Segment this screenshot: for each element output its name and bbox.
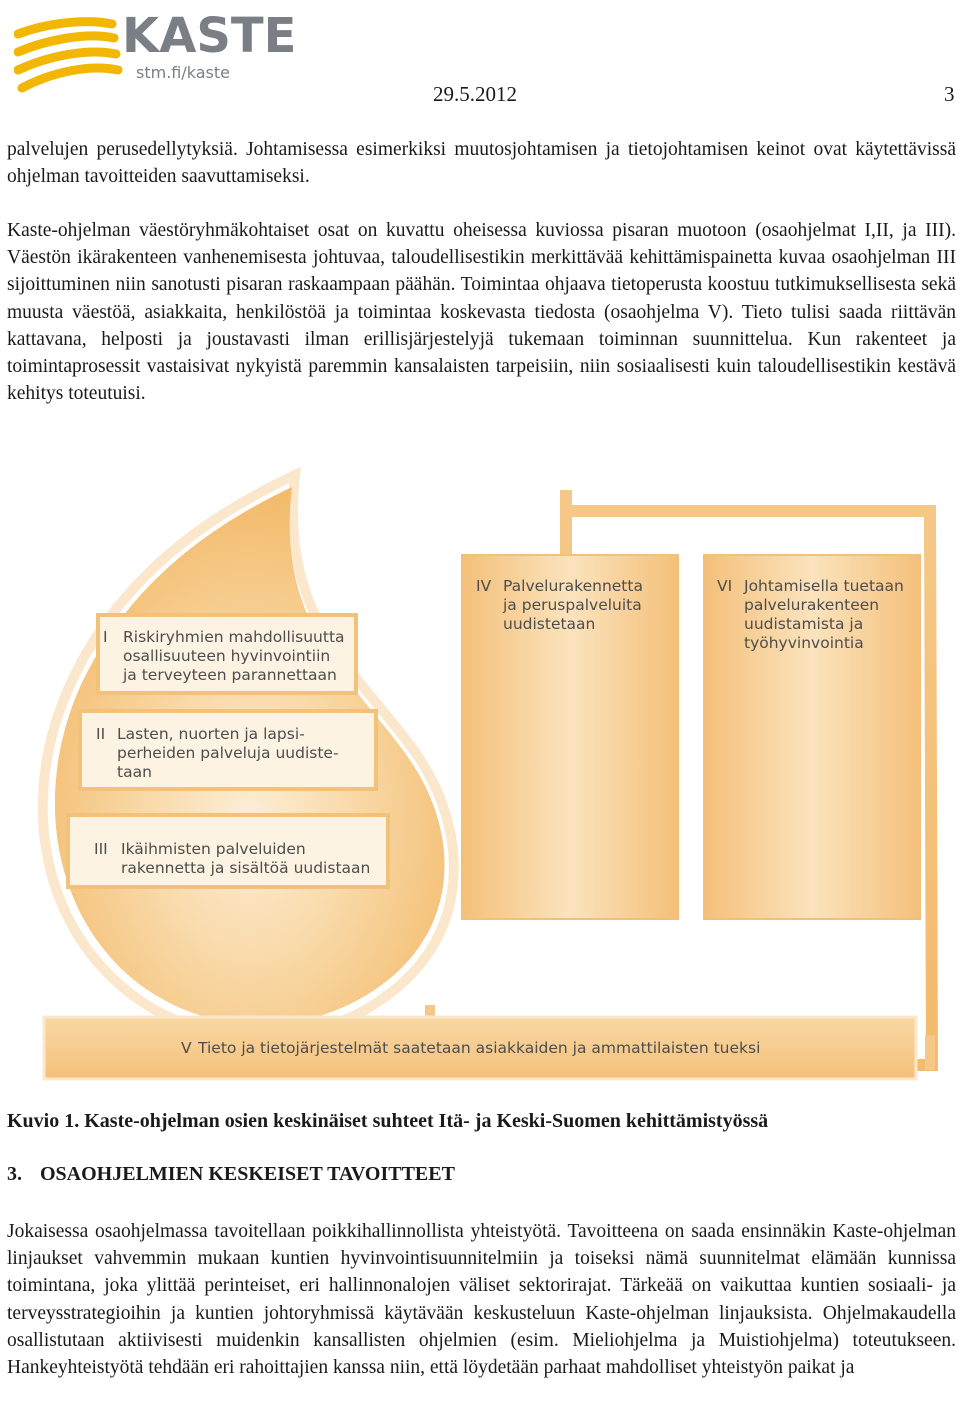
box-iii-line-1: Ikäihmisten palveluiden: [121, 840, 306, 858]
header-date: 29.5.2012: [433, 82, 517, 106]
logo-stripes-icon: [18, 22, 118, 88]
logo-wordmark: KASTE: [122, 8, 297, 64]
box-i-line-2: osallisuuteen hyvinvointiin: [123, 647, 331, 665]
box-ii-numeral: II: [96, 725, 106, 743]
section-number: 3.: [7, 1163, 22, 1185]
pillar-vi-line-1: Johtamisella tuetaan: [744, 577, 904, 595]
pillar-iv-numeral: IV: [476, 577, 492, 595]
pillar-iv-line-3: uudistetaan: [503, 615, 596, 633]
box-ii-line-2: perheiden palveluja uudiste-: [117, 744, 339, 762]
figure-caption: Kuvio 1. Kaste-ohjelman osien keskinäiset suhteet Itä- ja Keski-Suomen kehittämistyössä: [7, 1110, 769, 1132]
paragraph-2: Kaste-ohjelman väestöryhmäkohtaiset osat on kuvattu oheisessa kuviossa pisaran muotoon (osaohjelmat I,II, ja III). Väestön ikärakenteen vanhenemisesta johtuvaa, taloudellisestikin merkittävää kehittämispainetta kuvaa osaohjelman III sijoittuminen niin sanotusti pisaran raskaampaan päähän. Toimintaa ohjaava tietoperusta koostuu tutkimuksellisesta sekä muusta väestöä, asiakkaita, henkilöstöä ja toimintaa koskevasta tiedosta (osaohjelma V). Tieto tulisi saada riittävän kattavana, helposti ja joustavasti ilman erillisjärjestelyjä tukemaan toiminnan suunnittelua. Kun rakenteet ja toimintaprosessit vastaisivat nykyistä paremmin kansalaisten tarpeisiin, niin sosiaalisesti kuin taloudellisestikin kestävä kehitys toteutuisi.: [7, 220, 956, 405]
page-number: 3: [944, 82, 955, 106]
pillar-vi-numeral: VI: [717, 577, 733, 595]
section-title: OSAOHJELMIEN KESKEISET TAVOITTEET: [40, 1163, 455, 1185]
paragraph-1: palvelujen perusedellytyksiä. Johtamisessa esimerkiksi muutosjohtamisen ja tietojohtamisen keinot ovat käytettävissä ohjelman tavoitteiden saavuttamiseksi.: [7, 139, 956, 188]
box-i-numeral: I: [103, 628, 108, 646]
section-heading: [7, 1163, 455, 1186]
pillar-vi-line-3: uudistamista ja: [744, 615, 864, 633]
box-i-line-1: Riskiryhmien mahdollisuutta: [123, 628, 345, 646]
box-i-line-3: ja terveyteen parannettaan: [123, 666, 337, 684]
bar-v-numeral: V: [181, 1039, 192, 1057]
bar-v-text: Tieto ja tietojärjestelmät saatetaan asiakkaiden ja ammattilaisten tueksi: [198, 1039, 761, 1057]
kaste-logo: [14, 6, 314, 94]
pillar-iv-line-2: ja peruspalveluita: [503, 596, 642, 614]
box-iii-numeral: III: [94, 840, 108, 858]
logo-url: stm.fi/kaste: [136, 63, 230, 82]
pillar-iv-line-1: Palvelurakennetta: [503, 577, 643, 595]
box-ii-line-3: taan: [117, 763, 152, 781]
box-iii-line-2: rakennetta ja sisältöä uudistaan: [121, 859, 371, 877]
box-ii-line-1: Lasten, nuorten ja lapsi-: [117, 725, 305, 743]
pillar-vi-line-2: palvelurakenteen: [744, 596, 880, 614]
pillar-vi-line-4: työhyvinvointia: [744, 634, 864, 652]
kaste-diagram: [0, 445, 960, 1095]
paragraph-3: Jokaisessa osaohjelmassa tavoitellaan poikkihallinnollista yhteistyötä. Tavoitteena on saada ensinnäkin Kaste-ohjelman linjaukset vahvemmin mukaan kuntien hyvinvointisuunnitelmiin ja toiseksi nämä suunnitelmat elämään kunnissa toimintana, joka ylittää perinteiset, eri hallinnonalojen väliset sektorirajat. Tärkeää on vaikuttaa kuntien sosiaali- ja terveysstrategioihin ja kuntien johtoryhmissä käytävään keskusteluun Kaste-ohjelman linjauksista. Ohjelmakaudella osallistutaan aktiivisesti muidenkin kansallisten ohjelmien (esim. Mieliohjelma ja Muistiohjelma) toteutukseen. Hankeyhteistyötä tehdään eri rahoittajien kanssa niin, että löydetään parhaat mahdolliset yhteistyön paikat ja: [7, 1221, 956, 1379]
